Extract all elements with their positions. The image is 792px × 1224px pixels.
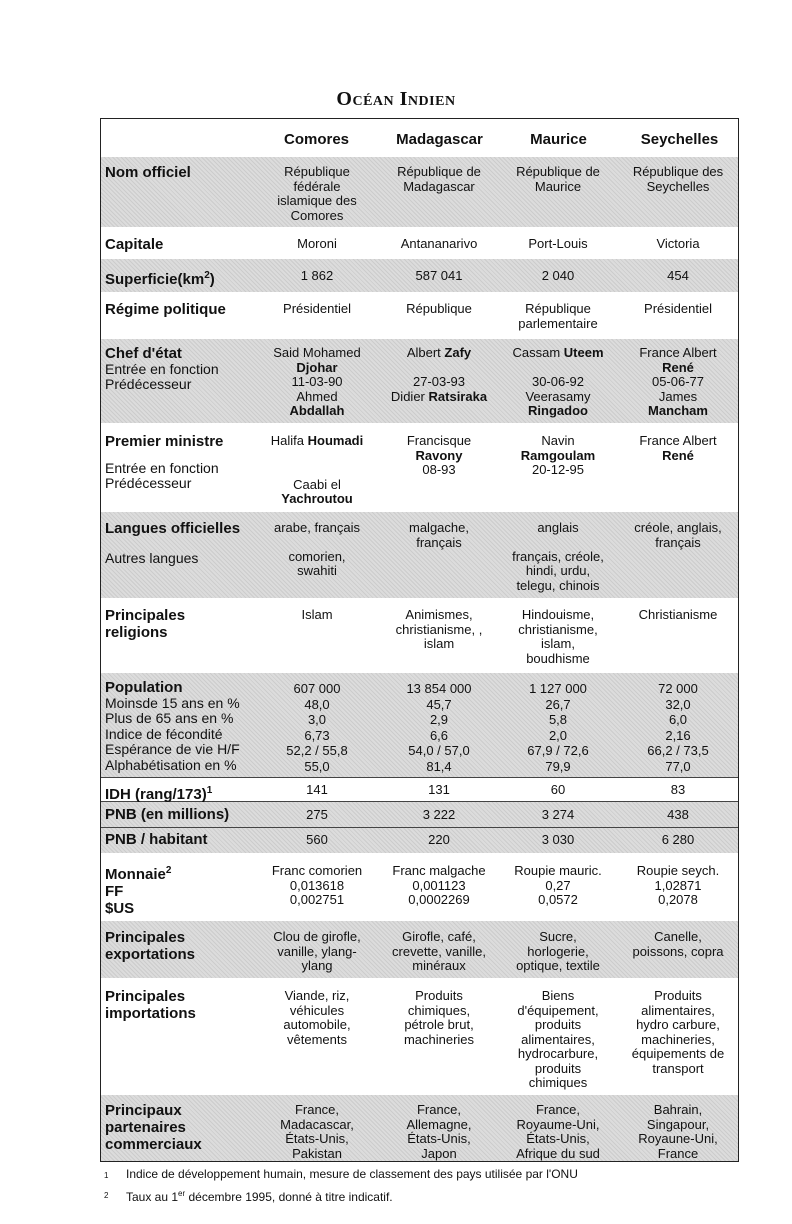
cell-superficie-comores: 1 862 — [300, 268, 334, 283]
cell-exportations-madagascar: Girofle, café, crevette, vanille, minéraux — [392, 929, 486, 973]
row-label-exportations: Principales exportations — [105, 929, 196, 963]
row-label-partenaires: Principaux partenaires commerciaux — [105, 1102, 202, 1153]
column-header-madagascar: Madagascar — [396, 131, 483, 148]
cell-importations-seychelles: Produits alimentaires, hydro carbure, machineries, équipements de transport — [631, 988, 725, 1076]
cell-monnaie-madagascar: Franc malgache 0,001123 0,0002269 — [392, 863, 486, 907]
cell-capitale-madagascar: Antananarivo — [400, 236, 478, 251]
row-label-population: Population Moinsde 15 ans en % Plus de 65 ans en % Indice de fécondité Espérance de vie H/F Alphabétisation en % — [105, 679, 240, 773]
cell-langues-seychelles: créole, anglais, français — [634, 520, 722, 550]
row-label-regime: Régime politique — [105, 301, 226, 318]
cell-exportations-maurice: Sucre, horlogerie, optique, textile — [516, 929, 600, 973]
cell-nom-officiel-seychelles: République des Seychelles — [632, 164, 724, 194]
row-label-nom-officiel: Nom officiel — [105, 164, 191, 181]
row-label-langues: Langues officielles Autres langues — [105, 520, 241, 566]
cell-chef-etat-seychelles: France Albert René 05-06-77 James Mancham — [639, 345, 717, 418]
cell-idh-maurice: 60 — [550, 782, 566, 797]
cell-religions-madagascar: Animismes, christianisme, , islam — [395, 607, 483, 651]
row-label-idh: IDH (rang/173)$^1$ — [105, 785, 213, 803]
row-label-capitale: Capitale — [105, 236, 164, 253]
cell-nom-officiel-maurice: République de Maurice — [516, 164, 600, 194]
row-label-chef-etat: Chef d'état Entrée en fonction Prédécesseur — [105, 345, 219, 392]
cell-exportations-comores: Clou de girofle, vanille, ylang- ylang — [273, 929, 361, 973]
cell-population-comores: 607 000 48,0 3,0 6,73 52,2 / 55,8 55,0 — [286, 681, 348, 774]
footnote-1: 1 Indice de développement humain, mesure de classement des pays utilisée par l'ONU — [104, 1167, 578, 1181]
cell-premier-ministre-madagascar: Francisque Ravony 08-93 — [406, 433, 472, 477]
cell-idh-madagascar: 131 — [428, 782, 450, 797]
cell-importations-comores: Viande, riz, véhicules automobile, vêtements — [283, 988, 351, 1047]
cell-importations-maurice: Biens d'équipement, produits alimentaires, hydrocarbure, produits chimiques — [517, 988, 599, 1090]
column-header-maurice: Maurice — [530, 131, 587, 148]
cell-premier-ministre-maurice: Navin Ramgoulam 20-12-95 — [520, 433, 596, 477]
cell-partenaires-madagascar: France, Allemagne, États-Unis, Japon — [406, 1102, 472, 1161]
cell-religions-maurice: Hindouisme, christianisme, islam, boudhisme — [518, 607, 598, 666]
cell-pnb-habitant-madagascar: 220 — [428, 832, 450, 847]
cell-monnaie-seychelles: Roupie seych. 1,02871 0,2078 — [636, 863, 720, 907]
cell-partenaires-maurice: France, Royaume-Uni, États-Unis, Afrique du sud — [516, 1102, 600, 1161]
row-label-pnb: PNB (en millions) — [105, 806, 230, 823]
cell-monnaie-maurice: Roupie mauric. 0,27 0,0572 — [514, 863, 602, 907]
cell-idh-seychelles: 83 — [670, 782, 686, 797]
cell-nom-officiel-madagascar: République de Madagascar — [397, 164, 481, 194]
cell-partenaires-comores: France, Madacascar, États-Unis, Pakistan — [280, 1102, 354, 1161]
cell-premier-ministre-comores: Halifa Houmadi Caabi el Yachroutou — [270, 433, 364, 506]
cell-capitale-maurice: Port-Louis — [528, 236, 588, 251]
cell-importations-madagascar: Produits chimiques, pétrole brut, machineries — [403, 988, 475, 1047]
cell-pnb-seychelles: 438 — [667, 807, 689, 822]
row-label-importations: Principales importations — [105, 988, 196, 1022]
cell-regime-madagascar: République — [406, 301, 472, 316]
row-label-monnaie: Monnaie$^2$ FF $US — [105, 865, 172, 917]
row-label-premier-ministre: Premier ministre Entrée en fonction Prédécesseur — [105, 433, 224, 491]
cell-idh-comores: 141 — [306, 782, 328, 797]
row-label-pnb-habitant: PNB / habitant — [105, 831, 208, 848]
cell-chef-etat-comores: Said Mohamed Djohar 11-03-90 Ahmed Abdallah — [273, 345, 361, 418]
page-title: Océan Indien — [336, 88, 456, 110]
cell-pnb-habitant-maurice: 3 030 — [541, 832, 575, 847]
cell-langues-madagascar: malgache, français — [409, 520, 469, 550]
cell-superficie-seychelles: 454 — [667, 268, 689, 283]
cell-premier-ministre-seychelles: France Albert René — [639, 433, 717, 463]
cell-pnb-maurice: 3 274 — [541, 807, 575, 822]
footnotes — [104, 1164, 578, 1207]
row-label-superficie: $Superficie(km^2)$ — [105, 270, 215, 288]
cell-religions-comores: Islam — [301, 607, 333, 622]
cell-population-madagascar: 13 854 000 45,7 2,9 6,6 54,0 / 57,0 81,4 — [406, 681, 472, 774]
cell-capitale-comores: Moroni — [297, 236, 337, 251]
cell-regime-comores: Présidentiel — [283, 301, 351, 316]
cell-superficie-maurice: 2 040 — [541, 268, 575, 283]
footnote-2: 2 Taux au 1er décembre 1995, donné à titre indicatif. — [104, 1189, 393, 1204]
cell-chef-etat-madagascar: Albert Zafy 27-03-93 Didier Ratsiraka — [390, 345, 488, 404]
cell-chef-etat-maurice: Cassam Uteem 30-06-92 Veerasamy Ringadoo — [512, 345, 604, 418]
cell-pnb-madagascar: 3 222 — [422, 807, 456, 822]
row-label-religions: Principales religions — [105, 607, 186, 641]
cell-regime-seychelles: Présidentiel — [644, 301, 712, 316]
cell-superficie-madagascar: 587 041 — [415, 268, 463, 283]
cell-pnb-habitant-comores: 560 — [306, 832, 328, 847]
cell-capitale-seychelles: Victoria — [656, 236, 700, 251]
cell-population-maurice: 1 127 000 26,7 5,8 2,0 67,9 / 72,6 79,9 — [527, 681, 589, 774]
cell-langues-comores: arabe, français comorien, swahiti — [274, 520, 360, 578]
cell-langues-maurice: anglais français, créole, hindi, urdu, telegu, chinois — [512, 520, 604, 593]
cell-exportations-seychelles: Canelle, poissons, copra — [632, 929, 724, 959]
cell-regime-maurice: République parlementaire — [518, 301, 598, 331]
cell-monnaie-comores: Franc comorien 0,013618 0,002751 — [271, 863, 363, 907]
cell-religions-seychelles: Christianisme — [638, 607, 718, 622]
column-header-seychelles: Seychelles — [640, 131, 719, 148]
cell-population-seychelles: 72 000 32,0 6,0 2,16 66,2 / 73,5 77,0 — [647, 681, 709, 774]
cell-nom-officiel-comores: République fédérale islamique des Comores — [277, 164, 357, 223]
column-header-comores: Comores — [283, 131, 350, 148]
cell-pnb-comores: 275 — [306, 807, 328, 822]
cell-partenaires-seychelles: Bahrain, Singapour, Royaune-Uni, France — [638, 1102, 718, 1161]
cell-pnb-habitant-seychelles: 6 280 — [661, 832, 695, 847]
